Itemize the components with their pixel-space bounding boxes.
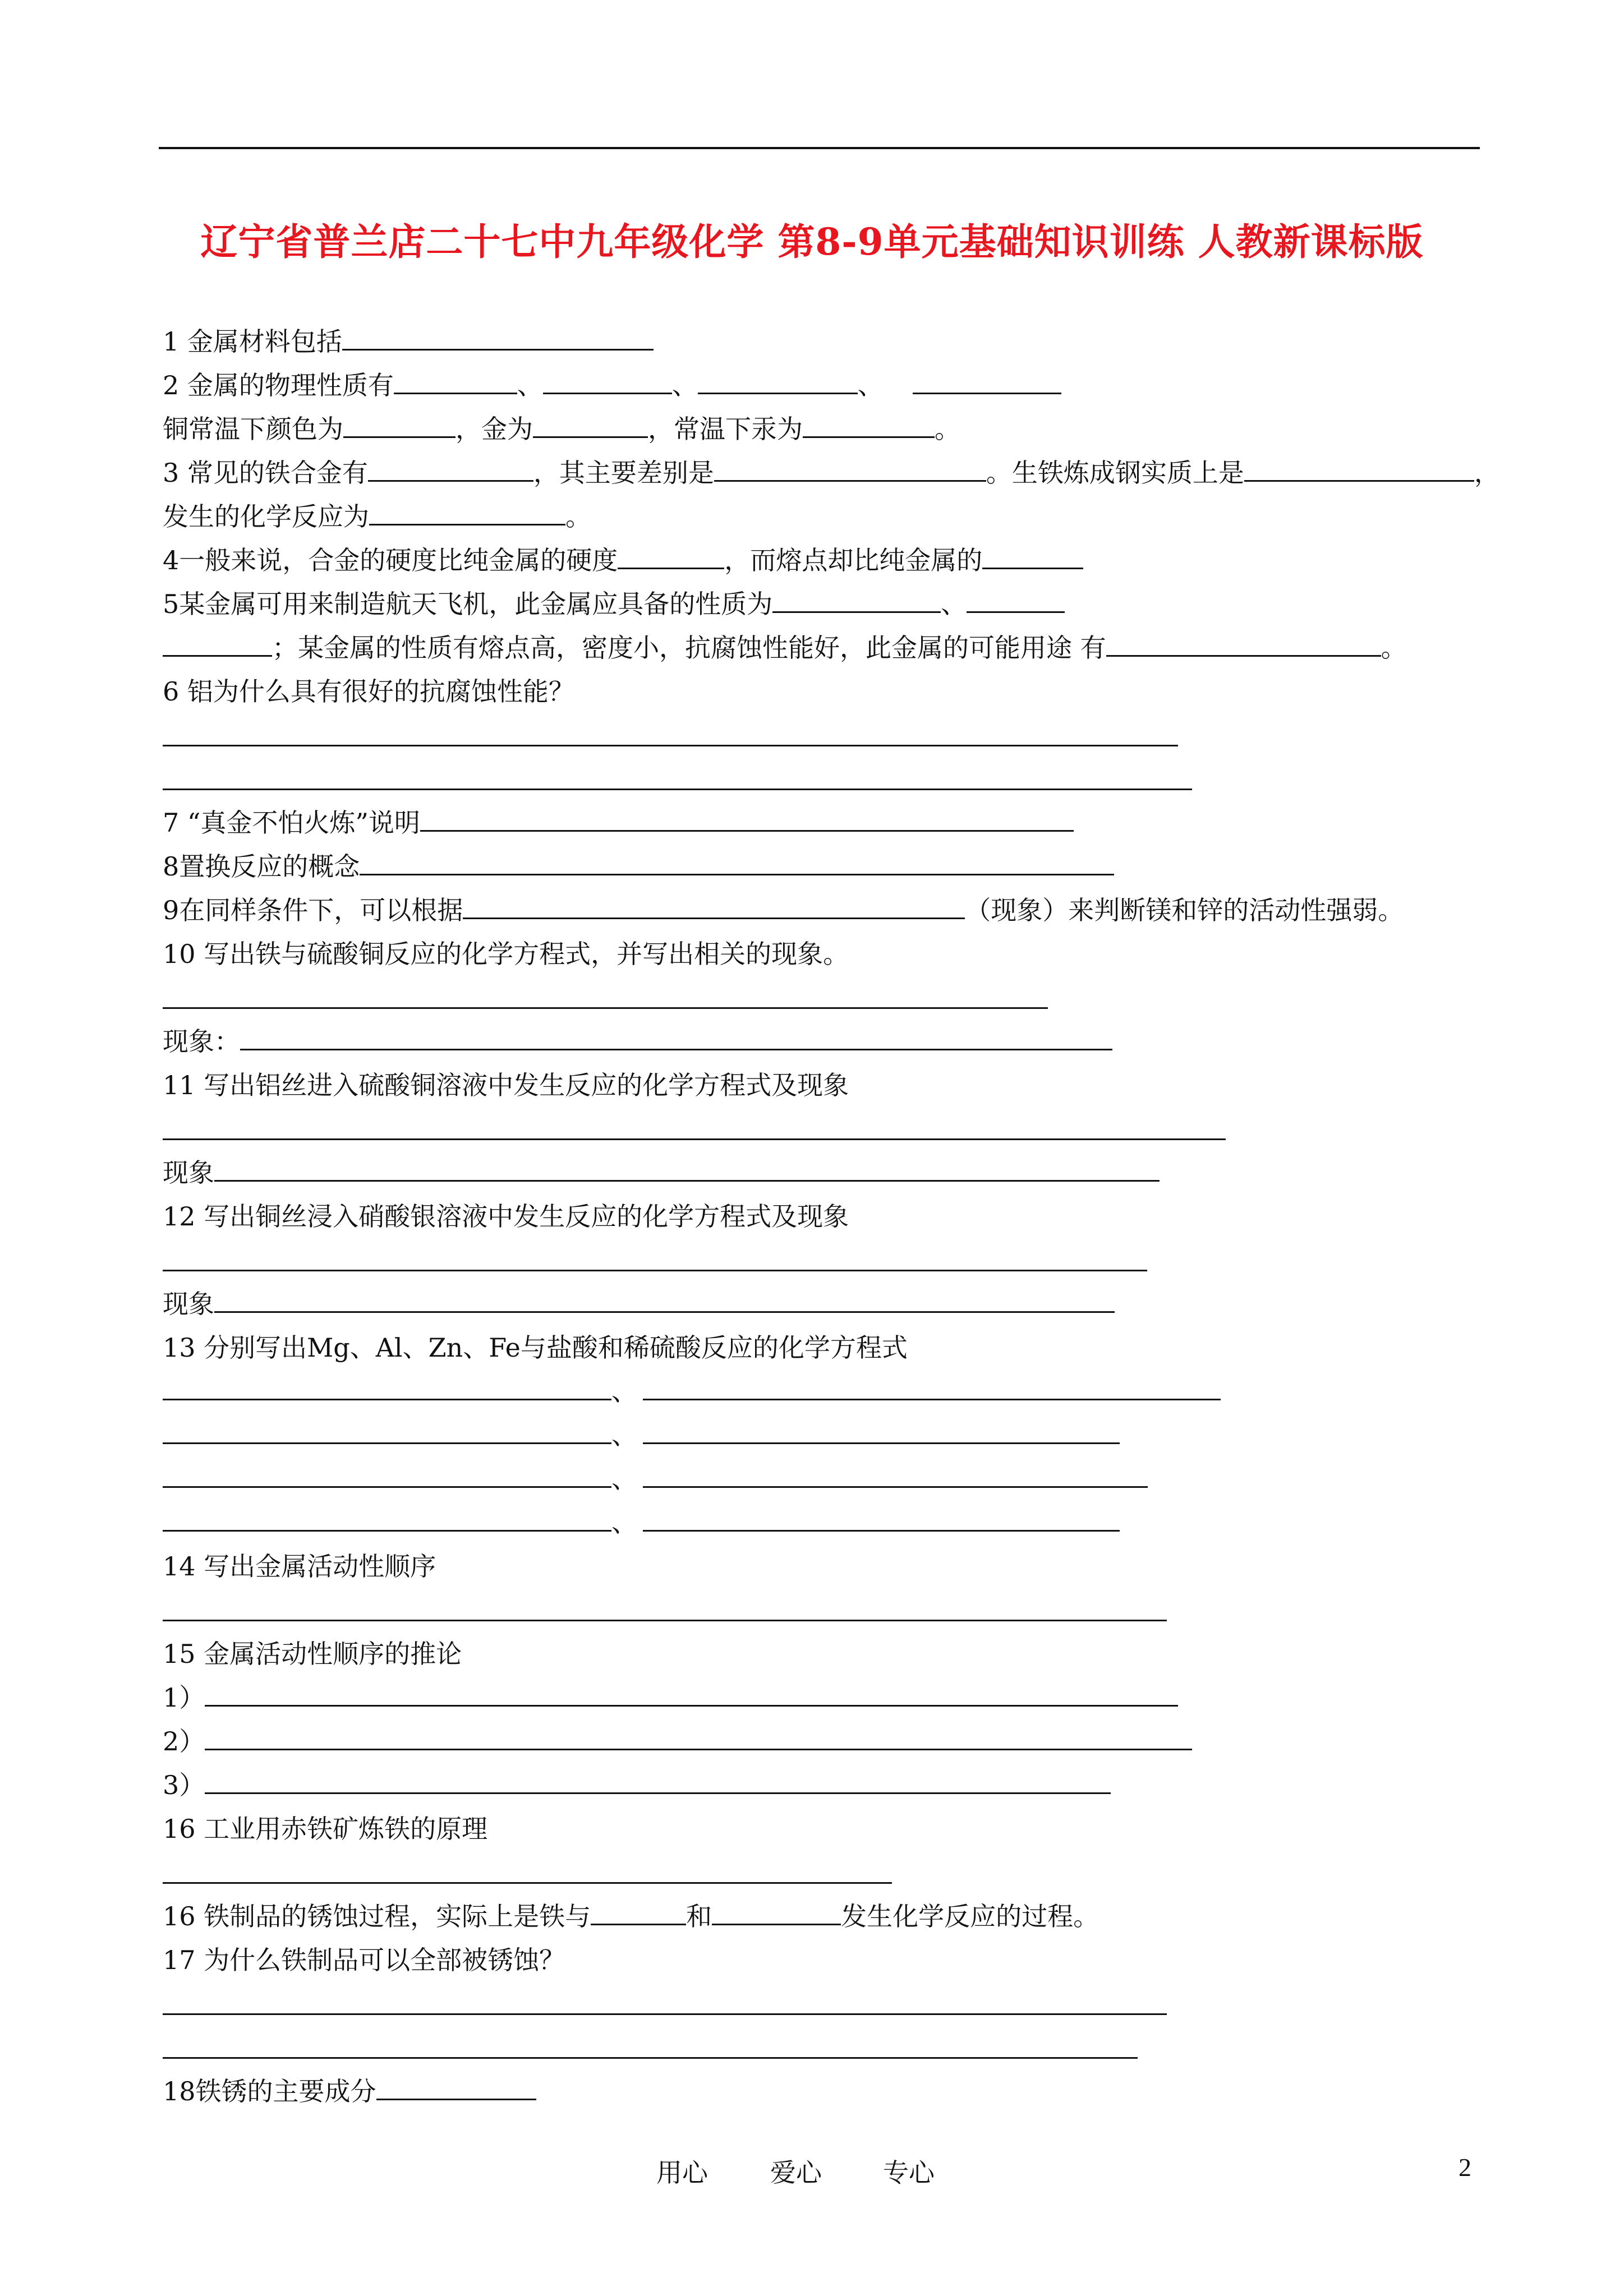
question-15: 15 金属活动性顺序的推论: [163, 1639, 462, 1669]
question-1: 1 金属材料包括: [163, 320, 1599, 363]
answer-blank[interactable]: [643, 1457, 1148, 1488]
answer-blank[interactable]: [803, 407, 935, 438]
question-16: 16 工业用赤铁矿炼铁的原理: [163, 1814, 488, 1844]
question-10: 10 写出铁与硫酸铜反应的化学方程式，并写出相关的现象。: [163, 939, 849, 969]
question-8: 8置换反应的概念: [163, 845, 1599, 888]
answer-blank[interactable]: [967, 582, 1065, 613]
answer-blank[interactable]: [1244, 451, 1474, 482]
answer-line[interactable]: [163, 1107, 1599, 1151]
answer-blank[interactable]: [913, 363, 1061, 394]
question-11: 11 写出铝丝进入硫酸铜溶液中发生反应的化学方程式及现象: [163, 1070, 849, 1100]
answer-blank[interactable]: [376, 2069, 536, 2100]
answer-line[interactable]: [163, 1238, 1599, 1282]
answer-blank[interactable]: [714, 451, 986, 482]
answer-line[interactable]: [163, 713, 1599, 757]
footer-motto-1: 用心: [656, 2157, 708, 2188]
equation-row: 、: [163, 1457, 1599, 1501]
header-rule: [159, 147, 1480, 149]
footer-motto-3: 专心: [883, 2157, 935, 2188]
question-6: 6 铝为什么具有很好的抗腐蚀性能？: [163, 676, 574, 707]
answer-blank[interactable]: [394, 363, 517, 394]
answer-blank[interactable]: [360, 845, 1114, 875]
answer-blank[interactable]: [205, 1719, 1192, 1750]
answer-blank[interactable]: [643, 1413, 1120, 1444]
answer-line[interactable]: [163, 1851, 1599, 1894]
footer-motto-2: 爱心: [770, 2157, 822, 2188]
question-12-phenomenon: 现象: [163, 1282, 1599, 1326]
worksheet-body: [163, 320, 1599, 2113]
question-3-line-2: 发生的化学反应为 。: [163, 495, 1599, 538]
answer-blank[interactable]: [772, 582, 941, 613]
answer-blank[interactable]: [618, 538, 724, 569]
answer-blank[interactable]: [205, 1676, 1178, 1707]
page-number: 2: [1459, 2153, 1471, 2182]
answer-blank[interactable]: [712, 1894, 841, 1925]
question-2-line-2: 铜常温下颜色为 ，金为 ，常温下汞为 。: [163, 407, 1599, 451]
answer-line[interactable]: [163, 976, 1599, 1020]
question-5: 5某金属可用来制造航天飞机，此金属应具备的性质为 、: [163, 582, 1599, 626]
answer-line[interactable]: [163, 1588, 1599, 1632]
answer-blank[interactable]: [420, 801, 1074, 832]
answer-blank[interactable]: [163, 1413, 611, 1444]
answer-blank[interactable]: [1106, 626, 1381, 657]
answer-blank[interactable]: [698, 363, 858, 394]
answer-blank[interactable]: [368, 451, 533, 482]
question-3: 3 常见的铁合金有 ，其主要差别是 。生铁炼成钢实质上是 ，: [163, 451, 1599, 495]
answer-blank[interactable]: [591, 1894, 686, 1925]
question-4: 4一般来说，合金的硬度比纯金属的硬度 ，而熔点却比纯金属的: [163, 538, 1599, 582]
answer-blank[interactable]: [163, 1370, 611, 1400]
equation-row: 、: [163, 1501, 1599, 1545]
answer-blank[interactable]: [163, 1457, 611, 1488]
answer-blank[interactable]: [543, 363, 672, 394]
answer-blank[interactable]: [463, 888, 965, 919]
answer-blank[interactable]: [369, 495, 565, 525]
answer-blank[interactable]: [214, 1151, 1160, 1182]
answer-line[interactable]: [163, 2026, 1599, 2069]
question-14: 14 写出金属活动性顺序: [163, 1551, 436, 1582]
answer-blank[interactable]: [982, 538, 1083, 569]
answer-line[interactable]: [163, 757, 1599, 801]
question-16-rust: 16 铁制品的锈蚀过程，实际上是铁与 和 发生化学反应的过程。: [163, 1894, 1599, 1938]
question-18: 18铁锈的主要成分: [163, 2069, 1599, 2113]
inference-3: 3）: [163, 1763, 1599, 1807]
answer-blank[interactable]: [240, 1020, 1112, 1050]
question-7: 7 “真金不怕火炼”说明: [163, 801, 1599, 845]
inference-1: 1）: [163, 1676, 1599, 1719]
question-12: 12 写出铜丝浸入硝酸银溶液中发生反应的化学方程式及现象: [163, 1201, 849, 1232]
answer-blank[interactable]: [343, 407, 456, 438]
page-title: 辽宁省普兰店二十七中九年级化学 第8-9单元基础知识训练 人教新课标版: [200, 220, 1424, 264]
question-9: 9在同样条件下，可以根据 （现象）来判断镁和锌的活动性强弱。: [163, 888, 1599, 932]
equation-row: 、: [163, 1370, 1599, 1413]
question-11-phenomenon: 现象: [163, 1151, 1599, 1195]
answer-blank[interactable]: [214, 1282, 1115, 1313]
inference-2: 2）: [163, 1719, 1599, 1763]
answer-line[interactable]: [163, 1982, 1599, 2026]
question-17: 17 为什么铁制品可以全部被锈蚀？: [163, 1945, 565, 1975]
answer-blank[interactable]: [342, 320, 654, 351]
answer-blank[interactable]: [163, 626, 272, 657]
question-5-line-2: ；某金属的性质有熔点高，密度小，抗腐蚀性能好，此金属的可能用途 有 。: [163, 626, 1599, 670]
answer-blank[interactable]: [205, 1763, 1111, 1794]
answer-blank[interactable]: [163, 1501, 611, 1532]
question-2: 2 金属的物理性质有 、 、 、: [163, 363, 1599, 407]
answer-blank[interactable]: [643, 1501, 1120, 1532]
answer-blank[interactable]: [533, 407, 648, 438]
question-10-phenomenon: 现象：: [163, 1020, 1599, 1063]
equation-row: 、: [163, 1413, 1599, 1457]
question-13: 13 分别写出Mg、Al、Zn、Fe与盐酸和稀硫酸反应的化学方程式: [163, 1333, 908, 1363]
answer-blank[interactable]: [643, 1370, 1221, 1400]
